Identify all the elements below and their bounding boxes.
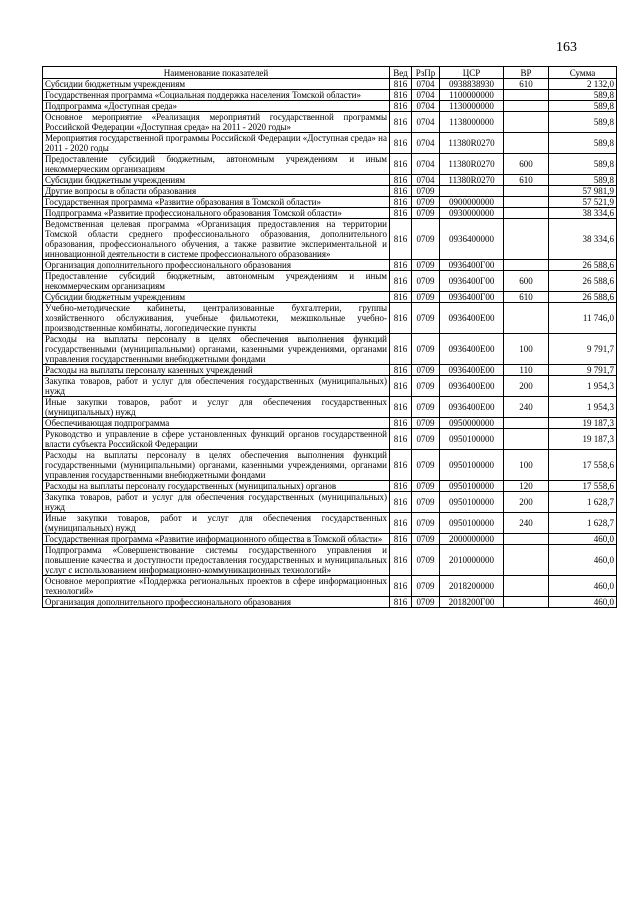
row-vr: 240: [504, 397, 549, 418]
row-vr: 610: [504, 292, 549, 303]
table-row: [43, 513, 617, 534]
row-name: Другие вопросы в области образования: [43, 186, 390, 197]
row-vr: 200: [504, 492, 549, 513]
table-row: [43, 365, 617, 376]
table-row: [43, 534, 617, 545]
row-ved: 816: [390, 429, 412, 450]
row-csr: 0950100000: [440, 429, 504, 450]
row-ved: 816: [390, 418, 412, 429]
table-row: [43, 112, 617, 133]
row-name: Предоставление субсидий бюджетным, автономным учреждениям и иным некоммерческим организациям: [43, 154, 390, 175]
row-sum: 19 187,3: [549, 429, 617, 450]
row-vr: 600: [504, 271, 549, 292]
row-name: Расходы на выплаты персоналу казенных учреждений: [43, 365, 390, 376]
row-name: Субсидии бюджетным учреждениям: [43, 175, 390, 186]
row-ved: 816: [390, 513, 412, 534]
header-sum: Сумма: [549, 67, 617, 79]
row-sum: 9 791,7: [549, 334, 617, 365]
row-name: Закупка товаров, работ и услуг для обеспечения государственных (муниципальных) нужд: [43, 492, 390, 513]
row-ved: 816: [390, 79, 412, 90]
row-rzpr: 0704: [412, 175, 440, 186]
row-sum: 26 588,6: [549, 271, 617, 292]
row-sum: 1 628,7: [549, 492, 617, 513]
row-name: Государственная программа «Развитие информационного общества в Томской области»: [43, 534, 390, 545]
row-rzpr: 0709: [412, 534, 440, 545]
row-rzpr: 0709: [412, 292, 440, 303]
row-rzpr: 0709: [412, 186, 440, 197]
row-rzpr: 0709: [412, 597, 440, 608]
row-vr: [504, 112, 549, 133]
row-name: Иные закупки товаров, работ и услуг для обеспечения государственных (муниципальных) нужд: [43, 397, 390, 418]
row-rzpr: 0709: [412, 208, 440, 219]
row-name: Предоставление субсидий бюджетным, автономным учреждениям и иным некоммерческим организациям: [43, 271, 390, 292]
row-vr: 610: [504, 79, 549, 90]
row-ved: 816: [390, 365, 412, 376]
row-ved: 816: [390, 219, 412, 260]
row-sum: 17 558,6: [549, 481, 617, 492]
row-name: Закупка товаров, работ и услуг для обеспечения государственных (муниципальных) нужд: [43, 376, 390, 397]
row-sum: 38 334,6: [549, 208, 617, 219]
row-name: Подпрограмма «Совершенствование системы государственного управления и повышение качества и доступности предоставления государственных и муниципальных услуг с использованием информационно-коммуникационных технологий»: [43, 545, 390, 576]
table-row: [43, 260, 617, 271]
row-rzpr: 0709: [412, 271, 440, 292]
row-vr: [504, 576, 549, 597]
row-rzpr: 0709: [412, 492, 440, 513]
row-ved: 816: [390, 303, 412, 334]
row-csr: 0936400Г00: [440, 260, 504, 271]
header-ved: Вед: [390, 67, 412, 79]
row-sum: 11 746,0: [549, 303, 617, 334]
row-name: Подпрограмма «Доступная среда»: [43, 101, 390, 112]
row-rzpr: 0709: [412, 450, 440, 481]
row-csr: 1100000000: [440, 90, 504, 101]
row-vr: 240: [504, 513, 549, 534]
row-csr: 0950100000: [440, 450, 504, 481]
table-row: [43, 376, 617, 397]
table-row: [43, 597, 617, 608]
row-ved: 816: [390, 450, 412, 481]
row-csr: 1138000000: [440, 112, 504, 133]
row-name: Основное мероприятие «Реализация мероприятий государственной программы Российской Федерации «Доступная среда» на 2011 - 2020 годы»: [43, 112, 390, 133]
row-ved: 816: [390, 481, 412, 492]
row-ved: 816: [390, 154, 412, 175]
row-name: Субсидии бюджетным учреждениям: [43, 292, 390, 303]
row-ved: 816: [390, 334, 412, 365]
row-name: Субсидии бюджетным учреждениям: [43, 79, 390, 90]
row-ved: 816: [390, 271, 412, 292]
header-name: Наименование показателей: [43, 67, 390, 79]
row-name: Организация дополнительного профессионального образования: [43, 260, 390, 271]
row-vr: [504, 260, 549, 271]
row-name: Организация дополнительного профессионального образования: [43, 597, 390, 608]
row-csr: 0936400Г00: [440, 292, 504, 303]
table-row: [43, 450, 617, 481]
table-row: [43, 154, 617, 175]
row-ved: 816: [390, 545, 412, 576]
row-ved: 816: [390, 292, 412, 303]
row-csr: 0950100000: [440, 492, 504, 513]
table-row: [43, 397, 617, 418]
row-vr: [504, 429, 549, 450]
row-ved: 816: [390, 186, 412, 197]
row-rzpr: 0709: [412, 365, 440, 376]
table-row: [43, 418, 617, 429]
row-vr: 100: [504, 450, 549, 481]
row-name: Расходы на выплаты персоналу государственных (муниципальных) органов: [43, 481, 390, 492]
table-row: [43, 576, 617, 597]
row-csr: 11380R0270: [440, 175, 504, 186]
row-csr: 0936400000: [440, 219, 504, 260]
row-name: Ведомственная целевая программа «Организация предоставления на территории Томской области среднего профессионального образования, дополнительного образования, профессионального обучения, а также развитие экспериментальной и инновационной деятельности в системе профессионального образования»: [43, 219, 390, 260]
row-ved: 816: [390, 376, 412, 397]
row-rzpr: 0709: [412, 545, 440, 576]
row-vr: [504, 101, 549, 112]
row-vr: [504, 418, 549, 429]
row-csr: 11380R0270: [440, 154, 504, 175]
table-row: [43, 186, 617, 197]
row-csr: 0936400Е00: [440, 397, 504, 418]
row-csr: 0936400Е00: [440, 334, 504, 365]
row-ved: 816: [390, 597, 412, 608]
row-vr: 120: [504, 481, 549, 492]
row-name: Иные закупки товаров, работ и услуг для обеспечения государственных (муниципальных) нужд: [43, 513, 390, 534]
table-row: [43, 292, 617, 303]
row-sum: 1 954,3: [549, 376, 617, 397]
row-csr: 0900000000: [440, 197, 504, 208]
row-name: Расходы на выплаты персоналу в целях обеспечения выполнения функций государственными (муниципальными) органами, казенными учреждениями, органами управления государственными внебюджетными фондами: [43, 334, 390, 365]
row-rzpr: 0709: [412, 376, 440, 397]
row-csr: 0938838930: [440, 79, 504, 90]
row-ved: 816: [390, 492, 412, 513]
row-sum: 1 954,3: [549, 397, 617, 418]
row-sum: 460,0: [549, 534, 617, 545]
table-row: [43, 208, 617, 219]
table-row: [43, 219, 617, 260]
row-ved: 816: [390, 397, 412, 418]
row-rzpr: 0704: [412, 154, 440, 175]
row-ved: 816: [390, 197, 412, 208]
table-row: [43, 271, 617, 292]
row-ved: 816: [390, 101, 412, 112]
row-rzpr: 0704: [412, 133, 440, 154]
row-vr: [504, 208, 549, 219]
row-name: Расходы на выплаты персоналу в целях обеспечения выполнения функций государственными (муниципальными) органами, казенными учреждениями, органами управления государственными внебюджетными фондами: [43, 450, 390, 481]
row-vr: 610: [504, 175, 549, 186]
row-sum: 26 588,6: [549, 260, 617, 271]
table-row: [43, 101, 617, 112]
row-sum: 460,0: [549, 576, 617, 597]
row-rzpr: 0709: [412, 260, 440, 271]
row-ved: 816: [390, 133, 412, 154]
table-row: [43, 175, 617, 186]
row-sum: 2 132,0: [549, 79, 617, 90]
row-rzpr: 0704: [412, 112, 440, 133]
row-csr: 2010000000: [440, 545, 504, 576]
row-sum: 589,8: [549, 154, 617, 175]
header-csr: ЦСР: [440, 67, 504, 79]
header-rzpr: РзПр: [412, 67, 440, 79]
table-row: [43, 79, 617, 90]
row-rzpr: 0709: [412, 397, 440, 418]
row-sum: 589,8: [549, 133, 617, 154]
row-sum: 38 334,6: [549, 219, 617, 260]
table-row: [43, 492, 617, 513]
row-csr: 0936400Е00: [440, 376, 504, 397]
row-name: Обеспечивающая подпрограмма: [43, 418, 390, 429]
row-sum: 57 521,9: [549, 197, 617, 208]
row-csr: 0950100000: [440, 481, 504, 492]
row-vr: [504, 133, 549, 154]
row-vr: [504, 597, 549, 608]
row-name: Основное мероприятие «Поддержка региональных проектов в сфере информационных технологий»: [43, 576, 390, 597]
row-ved: 816: [390, 208, 412, 219]
row-sum: 460,0: [549, 545, 617, 576]
row-ved: 816: [390, 112, 412, 133]
row-vr: 100: [504, 334, 549, 365]
row-sum: 19 187,3: [549, 418, 617, 429]
row-name: Руководство и управление в сфере установленных функций органов государственной власти субъекта Российской Федерации: [43, 429, 390, 450]
row-csr: 0930000000: [440, 208, 504, 219]
row-csr: 11380R0270: [440, 133, 504, 154]
row-vr: 200: [504, 376, 549, 397]
row-vr: 600: [504, 154, 549, 175]
row-vr: [504, 303, 549, 334]
row-rzpr: 0709: [412, 334, 440, 365]
table-row: [43, 133, 617, 154]
table-header-row: [43, 67, 617, 79]
row-vr: [504, 197, 549, 208]
row-csr: 1130000000: [440, 101, 504, 112]
row-sum: 57 981,9: [549, 186, 617, 197]
table-row: [43, 334, 617, 365]
row-csr: 2018200000: [440, 576, 504, 597]
table-row: [43, 90, 617, 101]
row-sum: 589,8: [549, 112, 617, 133]
row-name: Подпрограмма «Развитие профессионального образования Томской области»: [43, 208, 390, 219]
row-rzpr: 0704: [412, 79, 440, 90]
table-row: [43, 545, 617, 576]
row-rzpr: 0709: [412, 219, 440, 260]
row-sum: 460,0: [549, 597, 617, 608]
table-row: [43, 197, 617, 208]
row-rzpr: 0704: [412, 101, 440, 112]
row-csr: 2000000000: [440, 534, 504, 545]
row-rzpr: 0709: [412, 429, 440, 450]
row-sum: 589,8: [549, 175, 617, 186]
row-ved: 816: [390, 90, 412, 101]
row-rzpr: 0709: [412, 197, 440, 208]
row-ved: 816: [390, 534, 412, 545]
row-vr: [504, 219, 549, 260]
table-row: [43, 303, 617, 334]
row-name: Мероприятия государственной программы Российской Федерации «Доступная среда» на 2011 - 2020 годы: [43, 133, 390, 154]
row-csr: 0936400Е00: [440, 303, 504, 334]
row-vr: [504, 545, 549, 576]
row-sum: 26 588,6: [549, 292, 617, 303]
row-name: Государственная программа «Социальная поддержка населения Томской области»: [43, 90, 390, 101]
row-vr: 110: [504, 365, 549, 376]
page-number: 163: [556, 40, 577, 55]
row-ved: 816: [390, 175, 412, 186]
table-row: [43, 429, 617, 450]
header-vr: ВР: [504, 67, 549, 79]
table-row: [43, 481, 617, 492]
row-vr: [504, 534, 549, 545]
row-rzpr: 0704: [412, 90, 440, 101]
row-sum: 9 791,7: [549, 365, 617, 376]
row-rzpr: 0709: [412, 303, 440, 334]
budget-table: [42, 66, 617, 608]
row-vr: [504, 186, 549, 197]
row-vr: [504, 90, 549, 101]
row-csr: 2018200Г00: [440, 597, 504, 608]
row-csr: 0936400Е00: [440, 365, 504, 376]
row-rzpr: 0709: [412, 418, 440, 429]
row-rzpr: 0709: [412, 576, 440, 597]
row-csr: 0950100000: [440, 513, 504, 534]
row-sum: 17 558,6: [549, 450, 617, 481]
row-ved: 816: [390, 576, 412, 597]
row-sum: 589,8: [549, 101, 617, 112]
row-rzpr: 0709: [412, 481, 440, 492]
row-name: Учебно-методические кабинеты, централизованные бухгалтерии, группы хозяйственного обслуживания, учебные фильмотеки, межшкольные учебно-производственные комбинаты, логопедические пункты: [43, 303, 390, 334]
row-sum: 1 628,7: [549, 513, 617, 534]
row-sum: 589,8: [549, 90, 617, 101]
row-ved: 816: [390, 260, 412, 271]
row-csr: 0936400Г00: [440, 271, 504, 292]
row-name: Государственная программа «Развитие образования в Томской области»: [43, 197, 390, 208]
row-rzpr: 0709: [412, 513, 440, 534]
row-csr: 0950000000: [440, 418, 504, 429]
row-csr: [440, 186, 504, 197]
